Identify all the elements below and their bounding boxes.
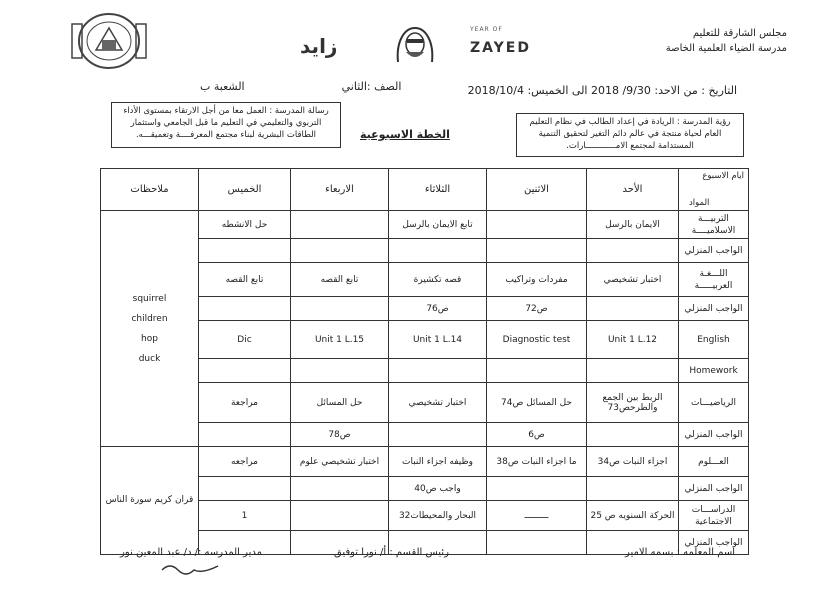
homework-cell: واجب ص40 [389,477,487,501]
lesson-cell: Unit 1 L.15 [291,321,389,359]
lesson-cell: Unit 1 L.14 [389,321,487,359]
table-row [101,447,749,477]
school-vision-box: رؤية المدرسة : الريادة في إعداد الطالب في نظام التعليم العام لحياة منتجة في عالم دائم التغير لتحقيق التنمية المستدامة لمجتمع الامــــــــــــارات. [516,113,744,157]
school-header [666,26,787,56]
lesson-cell: مفردات وتراكيب [487,263,587,297]
lesson-cell: تابع الايمان بالرسل [389,211,487,239]
zayed-portrait-icon [390,22,440,64]
subject-cell: الدراســـات الاجتماعية [679,501,749,531]
notes-cell-top [101,211,199,447]
notes-header: ملاحظات [101,169,199,211]
signature-scribble [160,560,220,576]
homework-cell [199,239,291,263]
homework-row [101,423,749,447]
principal-name: مدير المدرسه :/ د/ عبد المعين نور [120,547,263,558]
lesson-cell: الحركة السنويه ص 25 [587,501,679,531]
homework-cell [487,239,587,263]
section-label: الشعبة ب [200,80,245,93]
lesson-cell: اختبار تشخيصي [389,383,487,423]
lesson-cell: 1 [199,501,291,531]
homework-cell: ص6 [487,423,587,447]
corner-cell [679,169,749,211]
school-seal-logo [66,10,152,72]
lesson-cell: اجزاء النبات ص34 [587,447,679,477]
lesson-cell: البحار والمحيطات32 [389,501,487,531]
note-word: squirrel [132,293,167,304]
subject-cell: الرياضيـــات [679,383,749,423]
homework-label: الواجب المنزلي [679,531,749,555]
lesson-cell: ما اجزاء النبات ص38 [487,447,587,477]
lesson-cell: تابع القصه [291,263,389,297]
lesson-cell [487,211,587,239]
lesson-cell: الايمان بالرسل [587,211,679,239]
date-range: التاريخ : من الاحد: 9/30/ 2018 الى الخميس: 2018/10/4 [467,84,737,97]
homework-cell [291,359,389,383]
lesson-cell: مراجعة [199,383,291,423]
teacher-name: اسم المعلمه : بسمه الامير [625,547,735,558]
lesson-cell: وظيفه اجزاء النبات [389,447,487,477]
subject-cell: اللـــغـة العربيـــــة [679,263,749,297]
lesson-cell: اختبار تشخيصي [587,263,679,297]
homework-cell [587,239,679,263]
day-header: الاربعاء [291,169,389,211]
homework-cell [199,297,291,321]
homework-row [101,297,749,321]
lesson-cell: Diagnostic test [487,321,587,359]
notes-cell-bottom: قران كريم سورة الناس [101,447,199,555]
grade-label: الصف :الثاني [341,80,402,93]
subject-cell: العـــلوم [679,447,749,477]
subject-cell: التربيـــة الاسلاميــــة [679,211,749,239]
class-info [200,80,401,93]
table-row [101,383,749,423]
plan-title: الخطة الاسبوعية [360,128,450,141]
homework-cell [587,423,679,447]
day-header: الثلاثاء [389,169,487,211]
homework-label: الواجب المنزلي [679,423,749,447]
homework-cell: ص72 [487,297,587,321]
homework-cell: ص78 [291,423,389,447]
note-word: duck [138,353,161,364]
homework-cell [389,423,487,447]
homework-cell [487,477,587,501]
lesson-cell: حل المسائل [291,383,389,423]
lesson-cell: ـــــــــ [487,501,587,531]
table-row [101,211,749,239]
homework-cell [291,477,389,501]
lesson-cell [291,211,389,239]
table-row [101,321,749,359]
lesson-cell: الربط بين الجمع والطرحص73 [587,383,679,423]
corner-days-label: ايام الاسبوع [702,171,744,181]
homework-cell [487,531,587,555]
homework-cell [389,239,487,263]
lesson-cell: Dic [199,321,291,359]
subject-cell: English [679,321,749,359]
day-header: الاثنين [487,169,587,211]
homework-cell [291,239,389,263]
homework-row [101,239,749,263]
day-header: الأحد [587,169,679,211]
lesson-cell: مراجعه [199,447,291,477]
lesson-cell: تابع القصه [199,263,291,297]
lesson-cell [291,501,389,531]
school-mission-box: رسالة المدرسة : العمل معا من أجل الارتقاء بمستوى الأداء التربوي والتعليمي في التعليم ما قبل الجامعي واستثمار الطاقات البشرية لبناء مجتمع المعرفــــة وتعميقـــه. [111,102,341,148]
homework-cell [587,359,679,383]
homework-cell [487,359,587,383]
table-header-row [101,169,749,211]
homework-cell [199,359,291,383]
homework-label: الواجب المنزلي [679,239,749,263]
homework-cell [199,423,291,447]
homework-row [101,477,749,501]
council-name: مجلس الشارقة للتعليم [692,28,787,39]
homework-cell [389,359,487,383]
note-word: children [131,313,168,324]
homework-label: الواجب المنزلي [679,297,749,321]
homework-row [101,359,749,383]
school-name: مدرسة الضياء العلمية الخاصة [665,43,787,54]
table-row [101,263,749,297]
note-word: hop [141,333,158,344]
lesson-cell: قصه تكشيرة [389,263,487,297]
lesson-cell: حل الانشطه [199,211,291,239]
homework-cell: ص76 [389,297,487,321]
table-row [101,501,749,531]
homework-label: Homework [679,359,749,383]
zayed-year-label: YEAR OF [470,26,503,33]
lesson-cell: اختبار تشخيصي علوم [291,447,389,477]
corner-subjects-label: المواد [689,198,710,208]
homework-cell [587,477,679,501]
homework-cell [587,297,679,321]
weekly-plan-table [100,168,749,555]
zayed-arabic-logo: زايد [300,34,338,58]
lesson-cell: Unit 1 L.12 [587,321,679,359]
homework-cell [199,477,291,501]
day-header: الخميس [199,169,291,211]
zayed-english-logo: ZAYED [470,40,531,56]
homework-cell [291,297,389,321]
department-head: رئيس القسم : أ/ نورا توفيق [334,547,449,558]
lesson-cell: حل المسائل ص74 [487,383,587,423]
homework-label: الواجب المنزلي [679,477,749,501]
